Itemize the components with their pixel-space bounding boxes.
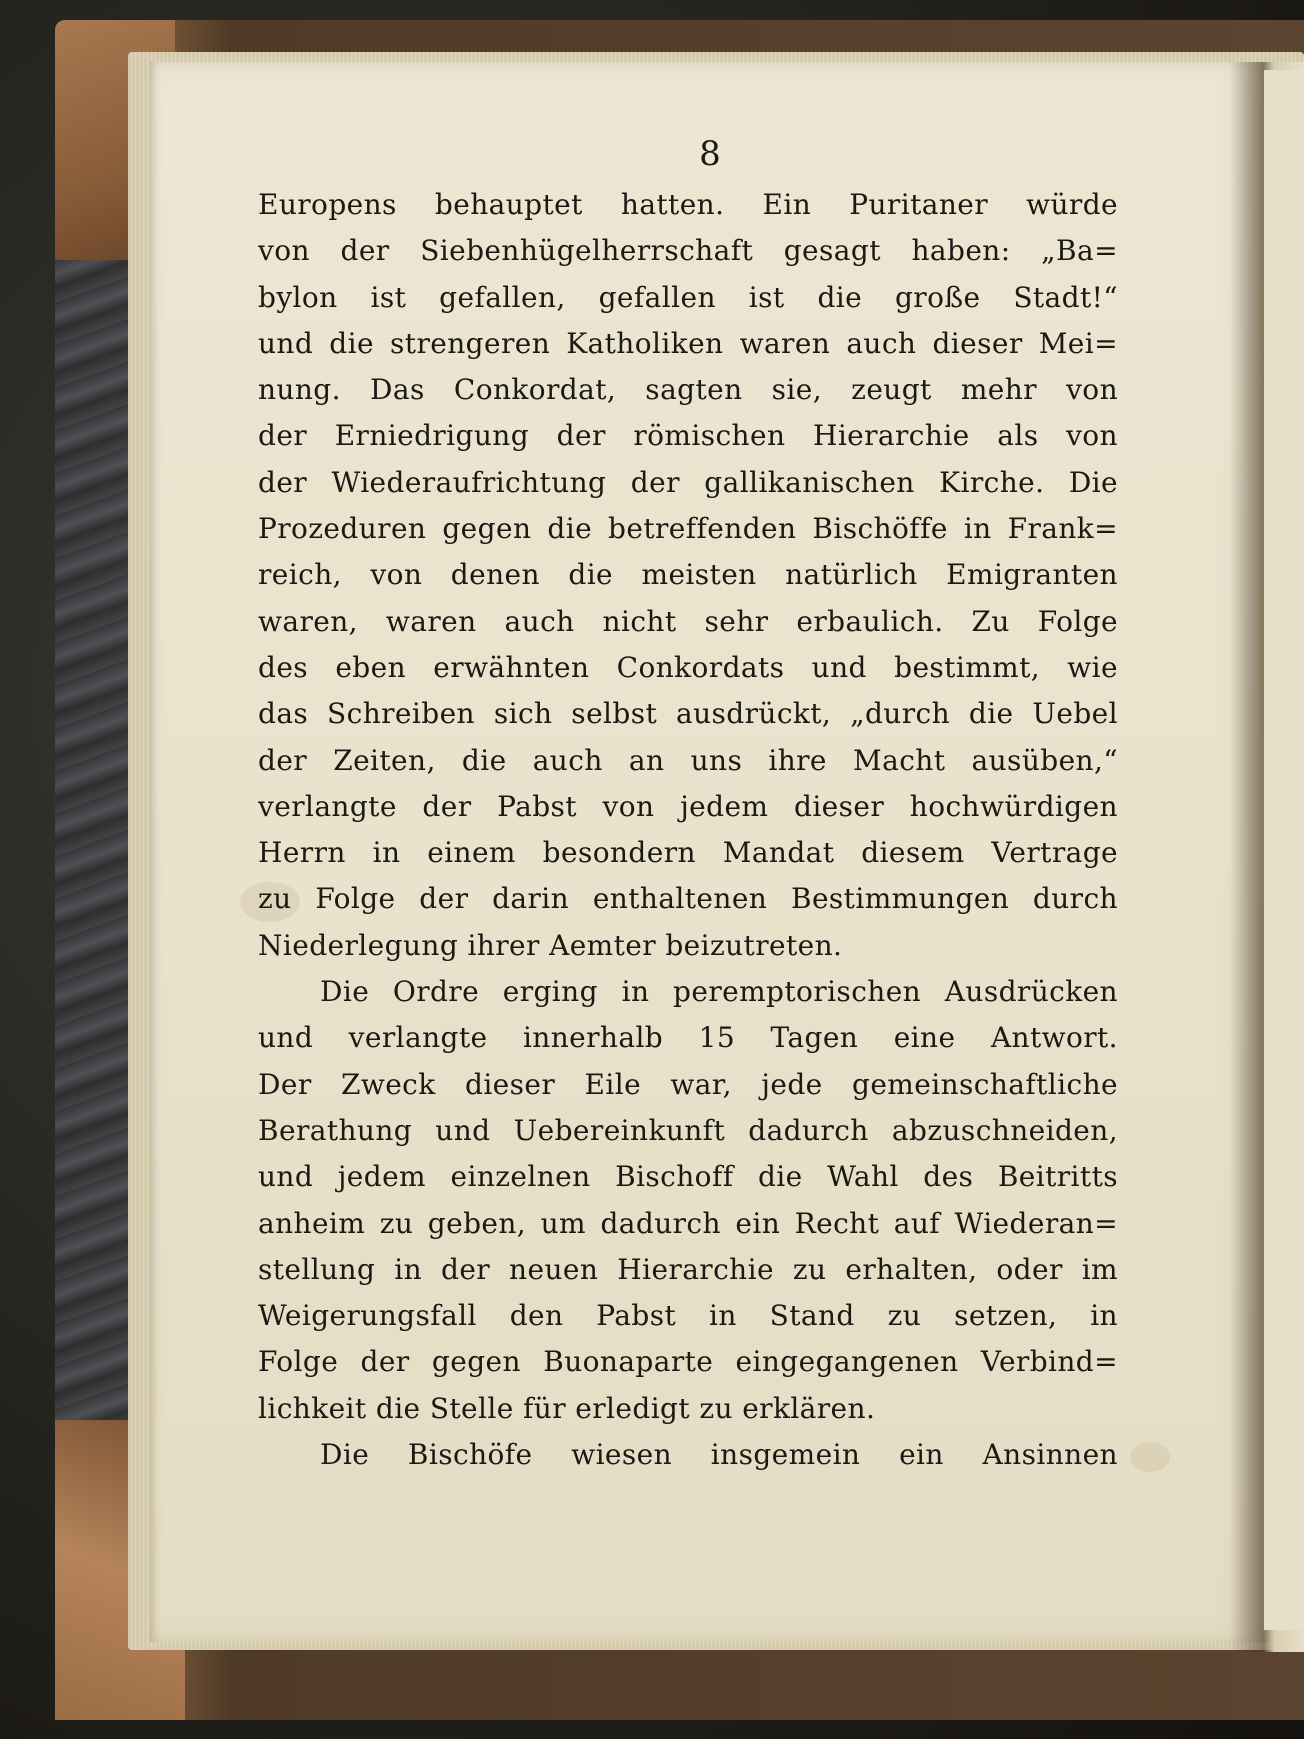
text-line: Herrn in einem besondern Mandat diesem Vertrage: [258, 836, 1118, 870]
text-line: der Zeiten, die auch an uns ihre Macht ausüben,“: [258, 743, 1118, 777]
book-page: [150, 62, 1270, 1642]
text-line: Der Zweck dieser Eile war, jede gemeinschaftliche: [258, 1067, 1118, 1101]
body-text: [258, 182, 1118, 1478]
facing-page-edge: [1262, 70, 1304, 1630]
text-line: Die Ordre erging in peremptorischen Ausdrücken: [320, 975, 1118, 1009]
text-line: und die strengeren Katholiken waren auch dieser Mei=: [258, 326, 1118, 360]
text-line: und jedem einzelnen Bischoff die Wahl des Beitritts: [258, 1160, 1118, 1194]
text-line: von der Siebenhügelherrschaft gesagt haben: „Ba=: [258, 234, 1118, 268]
text-line: das Schreiben sich selbst ausdrückt, „durch die Uebel: [258, 697, 1118, 731]
text-line: des eben erwähnten Conkordats und bestimmt, wie: [258, 650, 1118, 684]
text-line: nung. Das Conkordat, sagten sie, zeugt mehr von: [258, 373, 1118, 407]
text-line: Berathung und Uebereinkunft dadurch abzuschneiden,: [258, 1113, 1118, 1147]
text-line: und verlangte innerhalb 15 Tagen eine Antwort.: [258, 1021, 1118, 1055]
text-line: Niederlegung ihrer Aemter beizutreten.: [258, 928, 843, 962]
text-line: Die Bischöfe wiesen insgemein ein Ansinnen: [320, 1438, 1118, 1472]
page-number: 8: [699, 134, 721, 174]
text-line: der Erniedrigung der römischen Hierarchie als von: [258, 419, 1118, 453]
text-line: Folge der gegen Buonaparte eingegangenen Verbind=: [258, 1345, 1118, 1379]
text-line: anheim zu geben, um dadurch ein Recht auf Wiederan=: [258, 1206, 1118, 1240]
text-line: bylon ist gefallen, gefallen ist die große Stadt!“: [258, 280, 1118, 314]
text-line: der Wiederaufrichtung der gallikanischen Kirche. Die: [258, 465, 1118, 499]
text-line: verlangte der Pabst von jedem dieser hochwürdigen: [258, 789, 1118, 823]
text-line: Prozeduren gegen die betreffenden Bischöffe in Frank=: [258, 512, 1118, 546]
text-line: reich, von denen die meisten natürlich Emigranten: [258, 558, 1118, 592]
text-line: zu Folge der darin enthaltenen Bestimmungen durch: [258, 882, 1118, 916]
text-line: Europens behauptet hatten. Ein Puritaner würde: [258, 188, 1118, 221]
text-line: waren, waren auch nicht sehr erbaulich. Zu Folge: [258, 604, 1118, 638]
text-line: Weigerungsfall den Pabst in Stand zu setzen, in: [258, 1299, 1118, 1333]
text-line: stellung in der neuen Hierarchie zu erhalten, oder im: [258, 1252, 1118, 1286]
text-line: lichkeit die Stelle für erledigt zu erklären.: [258, 1391, 876, 1425]
paper-stain: [1130, 1442, 1170, 1472]
